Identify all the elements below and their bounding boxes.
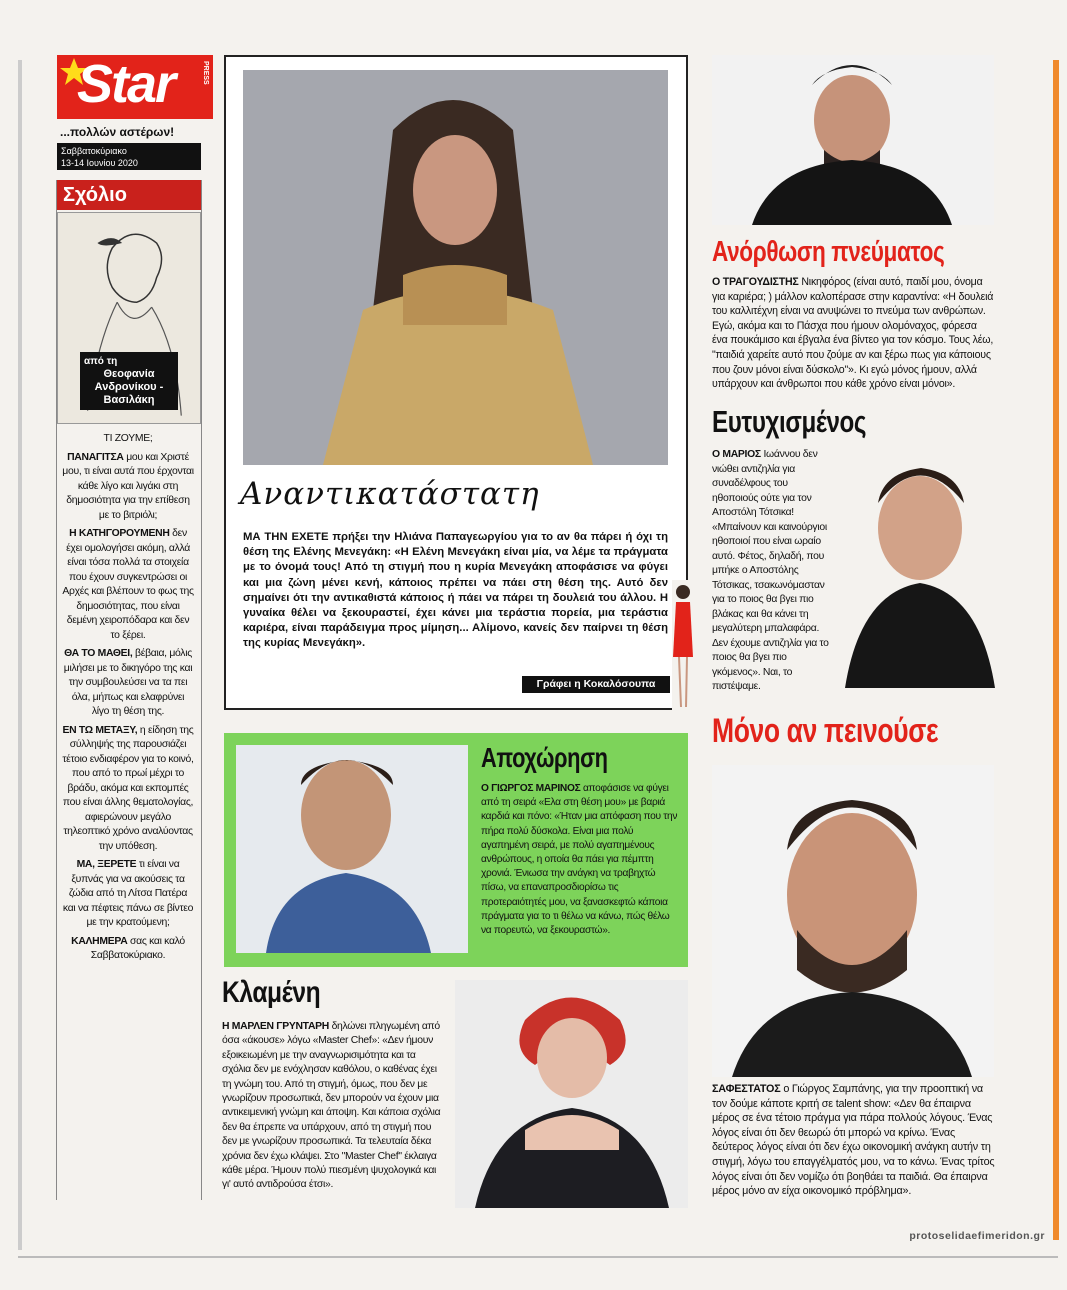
cry-lead: Η ΜΑΡΛΕΝ ΓΡΥΝΤΑΡΗ — [222, 1021, 329, 1032]
hungry-photo — [712, 765, 994, 1077]
column-paragraph-text: ΤΙ ΖΟΥΜΕ; — [103, 433, 153, 444]
retire-body: αποφάσισε να φύγει από τη σειρά «Ελα στη θέση μου» με βαριά καρδιά και πόνο: «Ήταν μια απόφαση που την πήρα πολύ δύσκολα. Είναι μια πολύ αγαπημένη σειρά, με πολύ αγαπημένους ανθρώπους, η οποία θα πάει για πέμπτη χρονιά. Ένιωσα την ανάγκη να τραβηχτώ πίσω, να επαναπροσδιορίσω τις προτεραιότητές μου, να ξανασκεφτώ κάποια πράγματα για το τι θέλω να κάνω, πώς θέλω να πορευτώ, να ξεκουραστώ». — [481, 783, 678, 937]
columnist-byline — [80, 352, 178, 410]
column-paragraph-text: μου και Χριστέ μου, τι είναι αυτά που έρχονται κάθε λίγο και λιγάκι στη δημοσιότητα για την επίθεση με το βιτριόλι; — [62, 451, 194, 521]
lucky-lead: Ο ΜΑΡΙΟΣ — [712, 449, 761, 460]
column-text — [62, 432, 194, 968]
byline-name-1: Θεοφανία — [103, 368, 155, 380]
cry-body: δηλώνει πληγωμένη από όσα «άκουσε» λόγω «Master Chef»: «Δεν ήμουν εξοικειωμένη με την αναγνωρισιμότητα και τα σχόλια δεν με ενόχλησαν καθόλου, ο καθένας έχει τη γνώμη του. Από τη στιγμή, όμως, που δεν με γνωρίζουν προσωπικά, δεν μπορούν να έχουν μια αντικειμενική γνώμη και άποψη. Και κάποια σχόλια δεν θα έπρεπε να υπάρχουν, από τη στιγμή που δεν με γνωρίζουν προσωπικά. Τα τελευταία δέκα χρόνια δεν έχω κλάψει. Στο "Master Chef" έκλαιγα κάθε μέρα. Ήμουν πολύ πιεσμένη ψυχολογικά και γι' αυτό αντιδρούσα έτσι». — [222, 1021, 441, 1191]
page-edge-stripe — [1053, 60, 1059, 1240]
column-paragraph — [62, 432, 194, 447]
page-gutter — [18, 60, 22, 1250]
column-paragraph-text: τι είναι να ξυπνάς για να ακούσεις τα ζώδια από τη Λίτσα Πατέρα και να πέφτεις πάνω σε βίντεο με την κρατούμενη; — [62, 859, 194, 928]
column-paragraph-lead: ΕΝ ΤΩ ΜΕΤΑΞΥ, — [62, 724, 138, 736]
spirit-text — [712, 275, 994, 392]
byline-name-2: Ανδρονίκου - — [94, 381, 164, 393]
lucky-body: Ιωάννου δεν νιώθει αντιζηλία για συναδέλφους του ηθοποιούς ούτε για τον Αποστόλη Τότσικα! «Μπαίνουν και καινούργιοι ηθοποιοί που είναι ωραίο αυτό. Φέτος, δηλαδή, που μπήκε ο Αποστόλης Τότσικας, τσακωνόμασταν για το ποιος θα βγει πιο βλάκας και θα κάνει τη μεγαλύτερη μπαλαφάρα. Δεν έχουμε αντιζηλία για το ποιος θα βγει πιο γκόμενος». Ναι, το πιστέψαμε. — [712, 449, 829, 692]
retire-text — [481, 782, 678, 938]
column-heading: Σχόλιο — [57, 180, 201, 210]
masthead-tagline: ...πολλών αστέρων! — [60, 125, 175, 139]
retire-title: Αποχώρηση — [481, 742, 608, 773]
column-paragraph-lead: Η ΚΑΤΗΓΟΡΟΥΜΕΝΗ — [69, 528, 170, 539]
feature-byline: Γράφει η Κοκαλόσουπα — [522, 676, 670, 693]
spirit-photo — [712, 55, 994, 225]
retire-photo — [236, 745, 468, 953]
logo-sub: PRESS — [202, 61, 209, 85]
column-rule-right — [201, 180, 202, 1200]
byline-prefix: από τη — [84, 356, 118, 367]
feature-body: ΜΑ ΤΗΝ ΕΧΕΤΕ πρήξει την Ηλιάνα Παπαγεωργίου για το αν θα πάρει ή όχι τη θέση της Ελένης Μενεγάκη: «Η Ελένη Μενεγάκη είναι μία, να λέμε τα πράγματα με το όνομά τους! Από τη στιγμή που η κυρία Μενεγάκη αποφάσισε να φύγει και μια ζώνη μένει κενή, κάποιος πρέπει να πάει στη θέση της. Αυτό δεν σημαίνει ότι την αντικαθιστά κάποιος ή πάει να πάρει τη δουλειά του άλλου. Η γυναίκα θέλει να ξεκουραστεί, έχει κάνει μια τεράστια πορεία, μια τεράστια καριέρα, είναι παράδειγμα προς μίμηση... Αλίμονο, κανείς δεν παίρνει τη θέση της κυρίας Μενεγάκη». — [243, 531, 668, 650]
date-line-1: Σαββατοκύριακο — [61, 146, 127, 156]
lucky-title: Ευτυχισμένος — [712, 404, 867, 439]
hungry-lead: ΣΑΦΕΣΤΑΤΟΣ — [712, 1083, 781, 1095]
column-paragraph-lead: ΜΑ, ΞΕΡΕΤΕ — [76, 859, 137, 870]
feature-small-photo — [672, 580, 694, 710]
cry-title: Κλαμένη — [222, 976, 321, 1009]
column-paragraph-text: βέβαια, μόλις μιλήσει με το δικηγόρο της και την συμβουλεύσει να τα πει όλα, μήπως και ελαφρύνει λίγο τη θέση της. — [63, 648, 193, 717]
column-paragraph-lead: ΘΑ ΤΟ ΜΑΘΕΙ, — [64, 648, 133, 659]
feature-title: Αναντικατάστατη — [240, 476, 540, 512]
lucky-text — [712, 448, 832, 695]
column-paragraph — [62, 935, 194, 964]
logo-text: Star — [77, 54, 175, 114]
cry-text — [222, 1020, 444, 1193]
cry-photo — [455, 980, 688, 1208]
byline-name-3: Βασιλάκη — [103, 394, 155, 406]
footer-rule — [18, 1256, 1058, 1258]
column-paragraph-lead: ΚΑΛΗΜΕΡΑ — [71, 935, 128, 947]
retire-lead: Ο ΓΙΩΡΓΟΣ ΜΑΡΙΝΟΣ — [481, 783, 581, 794]
hungry-title: Μόνο αν πεινούσε — [712, 712, 939, 750]
spirit-title: Ανόρθωση πνεύματος — [712, 236, 945, 268]
column-paragraph-lead: ΠΑΝΑΓΙΤΣΑ — [67, 451, 124, 463]
footer-watermark: protoselidaefimeridon.gr — [909, 1230, 1045, 1242]
masthead-logo — [57, 55, 213, 119]
column-paragraph — [62, 858, 194, 931]
lucky-photo — [840, 448, 995, 688]
feature-photo — [243, 70, 668, 465]
column-paragraph-text: η είδηση της σύλληψής της παρουσιάζει τέτοιο ενδιαφέρον για το κοινό, που από το πρωί μέχρι το βράδυ, ακόμα και εκπομπές που είναι άλλης θεματολογίας, αφιερώνουν μεγάλο τηλεοπτικό χρόνο αναλύοντας την υπόθεση. — [62, 724, 194, 852]
date-line-2: 13-14 Ιουνίου 2020 — [61, 158, 138, 168]
column-paragraph-text: σας και καλό Σαββατοκύριακο. — [90, 935, 185, 961]
masthead-date — [57, 143, 201, 170]
hungry-body: ο Γιώργος Σαμπάνης, για την προοπτική να τον δούμε κάποτε κριτή σε talent show: «Δεν θα έπαιρνα μέρος σε ένα τέτοιο πράγμα για πάρα πολλούς λόγους. Ένας λόγος είναι ότι δεν θεωρώ ότι μπορώ να κρίνω. Ένας δεύτερος λόγος είναι ότι δεν έχω οικονομική ανάγκη αυτήν τη στιγμή, λόγω του επαγγέλματός μου, να το κάνω. Ένας τρίτος λόγος είναι ότι δεν νομίζω ότι βοηθάει τα παιδιά. Θα έπαιρνα μέρος μόνο αν είχα οικονομικό πρόβλημα». — [712, 1083, 995, 1198]
column-paragraph — [62, 527, 194, 643]
column-paragraph — [62, 724, 194, 855]
spirit-body: Νικηφόρος (είναι αυτό, παιδί μου, όνομα για καριέρα; ) μάλλον καλοπέρασε στην καραντίνα: «Η δουλειά του καλλιτέχνη είναι να ανυψώνει το πνεύμα των ανθρώπων. Εγώ, ακόμα και το Πάσχα που ήμουν ολομόναχος, φόρεσα ένα πουκάμισο και έβγαλα ένα βίντεο για τον κόσμο. Τους λέω, "παιδιά χαρείτε αυτό που ζούμε αν και ξέρω πως για κάποιους που ζουν μόνοι είναι δύσκολο"». Κι εγώ μόνος ήμουν, αλλά υπάρχουν και άνθρωποι που κάθε χρόνο είναι μόνοι». — [712, 276, 994, 391]
column-paragraph — [62, 451, 194, 524]
column-paragraph-text: δεν έχει ομολογήσει ακόμη, αλλά είναι τόσα πολλά τα στοιχεία που έχουν συγκεντρώσει οι Αρχές και βλέπουν το φως της δημοσιότητας, που είναι δεμένη χειροπόδαρα και δεν το ξέρει. — [62, 528, 194, 641]
hungry-text — [712, 1082, 996, 1199]
spirit-lead: Ο ΤΡΑΓΟΥΔΙΣΤΗΣ — [712, 276, 799, 288]
column-rule — [56, 180, 57, 1200]
column-paragraph — [62, 647, 194, 720]
